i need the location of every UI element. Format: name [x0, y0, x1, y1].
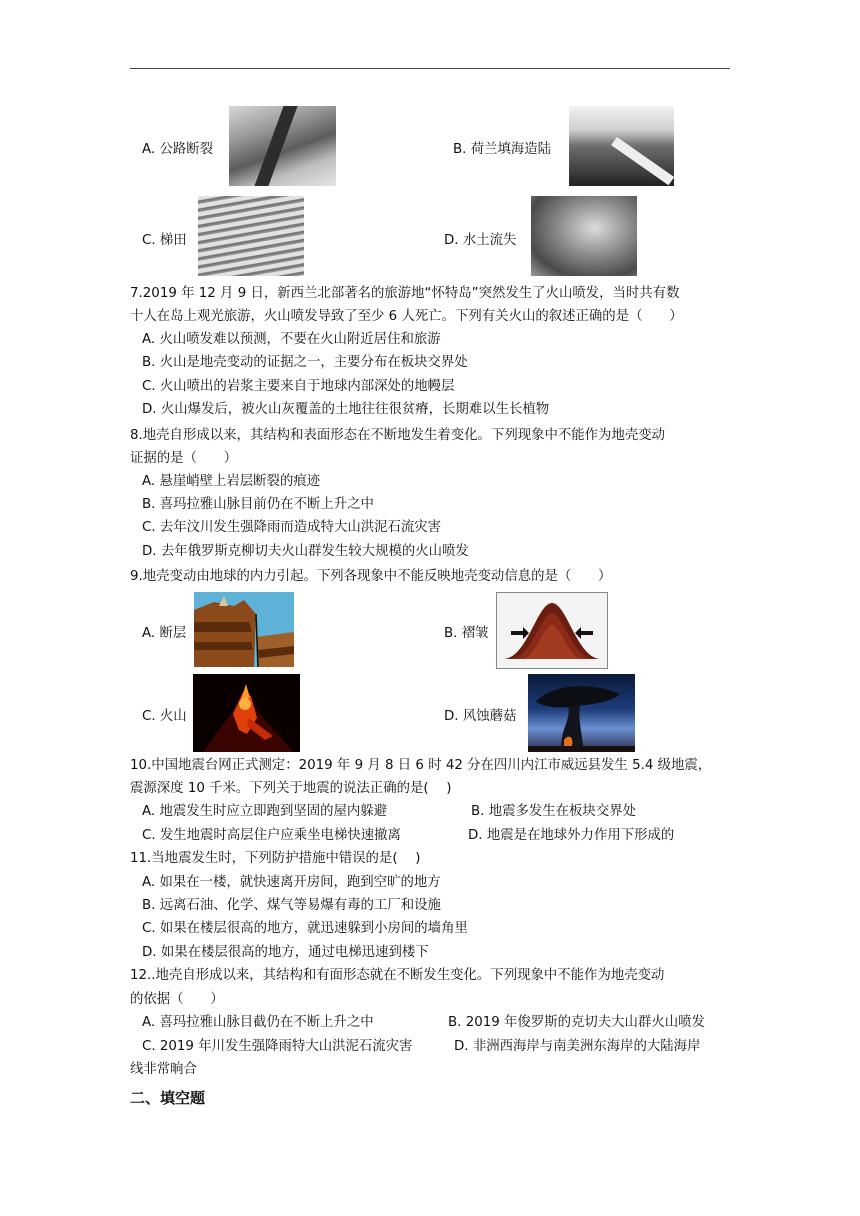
q10-stem-line2: 震源深度 10 千米。下列关于地震的说法正确的是( ) [130, 781, 452, 796]
mushroom-rock-photo [528, 674, 635, 752]
q9-stem: 9.地壳变动由地球的内力引起。下列各现象中不能反映地壳变动信息的是（ ） [130, 569, 612, 584]
q12-option-d-continued: 线非常晌合 [130, 1062, 197, 1077]
q10-option-b: B. 地震多发生在板块交界处 [471, 804, 636, 819]
soil-erosion-photo [531, 196, 637, 276]
q11-option-c: C. 如果在楼层很高的地方，就迅速躲到小房间的墙角里 [142, 921, 468, 936]
q11-stem: 11.当地震发生时，下列防护措施中错误的是( ) [130, 851, 421, 866]
q8-option-d: D. 去年俄罗斯克柳切夫火山群发生较大规模的火山喷发 [142, 544, 469, 559]
q7-option-d: D. 火山爆发后，被火山灰覆盖的土地往往很贫瘠，长期难以生长植物 [142, 402, 550, 417]
q7-option-c: C. 火山喷出的岩浆主要来自于地球内部深处的地幔层 [142, 379, 455, 394]
q7-stem-line2: 十人在岛上观光旅游，火山喷发导致了至少 6 人死亡。下列有关火山的叙述正确的是（ ） [130, 309, 683, 324]
q6-option-c-label: C. 梯田 [142, 233, 187, 248]
section-heading: 二、填空题 [130, 1089, 206, 1107]
q12-option-b: B. 2019 年俊罗斯的克切夫大山群火山喷发 [448, 1015, 705, 1030]
q10-option-c: C. 发生地震时高层住户应乘坐电梯快速撤离 [142, 828, 401, 843]
q9-option-c-label: C. 火山 [142, 709, 187, 724]
q8-option-b: B. 喜玛拉雅山脉目前仍在不断上升之中 [142, 497, 374, 512]
q9-option-b-label: B. 褶皱 [444, 626, 489, 641]
q9-option-d-label: D. 风蚀蘑菇 [444, 709, 517, 724]
q6-option-b-label: B. 荷兰填海造陆 [453, 142, 552, 157]
q6-option-a-label: A. 公路断裂 [142, 142, 213, 157]
land-reclamation-photo [569, 106, 674, 186]
q12-stem-line2: 的依据（ ） [130, 992, 224, 1007]
header-rule [130, 68, 730, 69]
q12-option-d: D. 非洲西海岸与南美洲东海岸的大陆海岸 [454, 1039, 701, 1054]
q10-stem-line1: 10.中国地震台网正式测定：2019 年 9 月 8 日 6 时 42 分在四川内江市威远县发生 5.4 级地震， [130, 758, 712, 773]
q8-stem-line2: 证据的是（ ） [130, 451, 238, 466]
terraced-fields-photo [198, 196, 304, 276]
q9-option-a-label: A. 断层 [142, 626, 187, 641]
q12-option-c: C. 2019 年川发生强降雨特大山洪泥石流灾害 [142, 1039, 413, 1054]
q8-stem-line1: 8.地壳自形成以来，其结构和表面形态在不断地发生着变化。下列现象中不能作为地壳变动 [130, 428, 666, 443]
q12-stem-line1: 12..地壳自形成以来，其结构和有面形态就在不断发生变化。下列现象中不能作为地壳变动 [130, 968, 665, 983]
fold-diagram [496, 592, 608, 669]
q7-option-b: B. 火山是地壳变动的证据之一，主要分布在板块交界处 [142, 355, 468, 370]
q10-option-d: D. 地震是在地球外力作用下形成的 [468, 828, 675, 843]
q12-option-a: A. 喜玛拉雅山脉目截仍在不断上升之中 [142, 1015, 374, 1030]
q11-option-d: D. 如果在楼层很高的地方，通过电梯迅速到楼下 [142, 945, 429, 960]
q6-option-d-label: D. 水土流失 [444, 233, 517, 248]
q7-option-a: A. 火山喷发难以预测，不要在火山附近居住和旅游 [142, 332, 441, 347]
q11-option-b: B. 远离石油、化学、煤气等易爆有毒的工厂和设施 [142, 898, 441, 913]
fault-diagram [194, 592, 294, 667]
q8-option-a: A. 悬崖峭壁上岩层断裂的痕迹 [142, 474, 321, 489]
q11-option-a: A. 如果在一楼，就快速离开房间，跑到空旷的地方 [142, 875, 441, 890]
q8-option-c: C. 去年汶川发生强降雨而造成特大山洪泥石流灾害 [142, 520, 442, 535]
q10-option-a: A. 地震发生时应立即跑到坚固的屋内躲避 [142, 804, 388, 819]
road-crack-photo [229, 106, 336, 186]
q7-stem-line1: 7.2019 年 12 月 9 日，新西兰北部著名的旅游地“怀特岛”突然发生了火山喷发，当时共有数 [130, 286, 680, 301]
volcano-photo [193, 674, 300, 752]
